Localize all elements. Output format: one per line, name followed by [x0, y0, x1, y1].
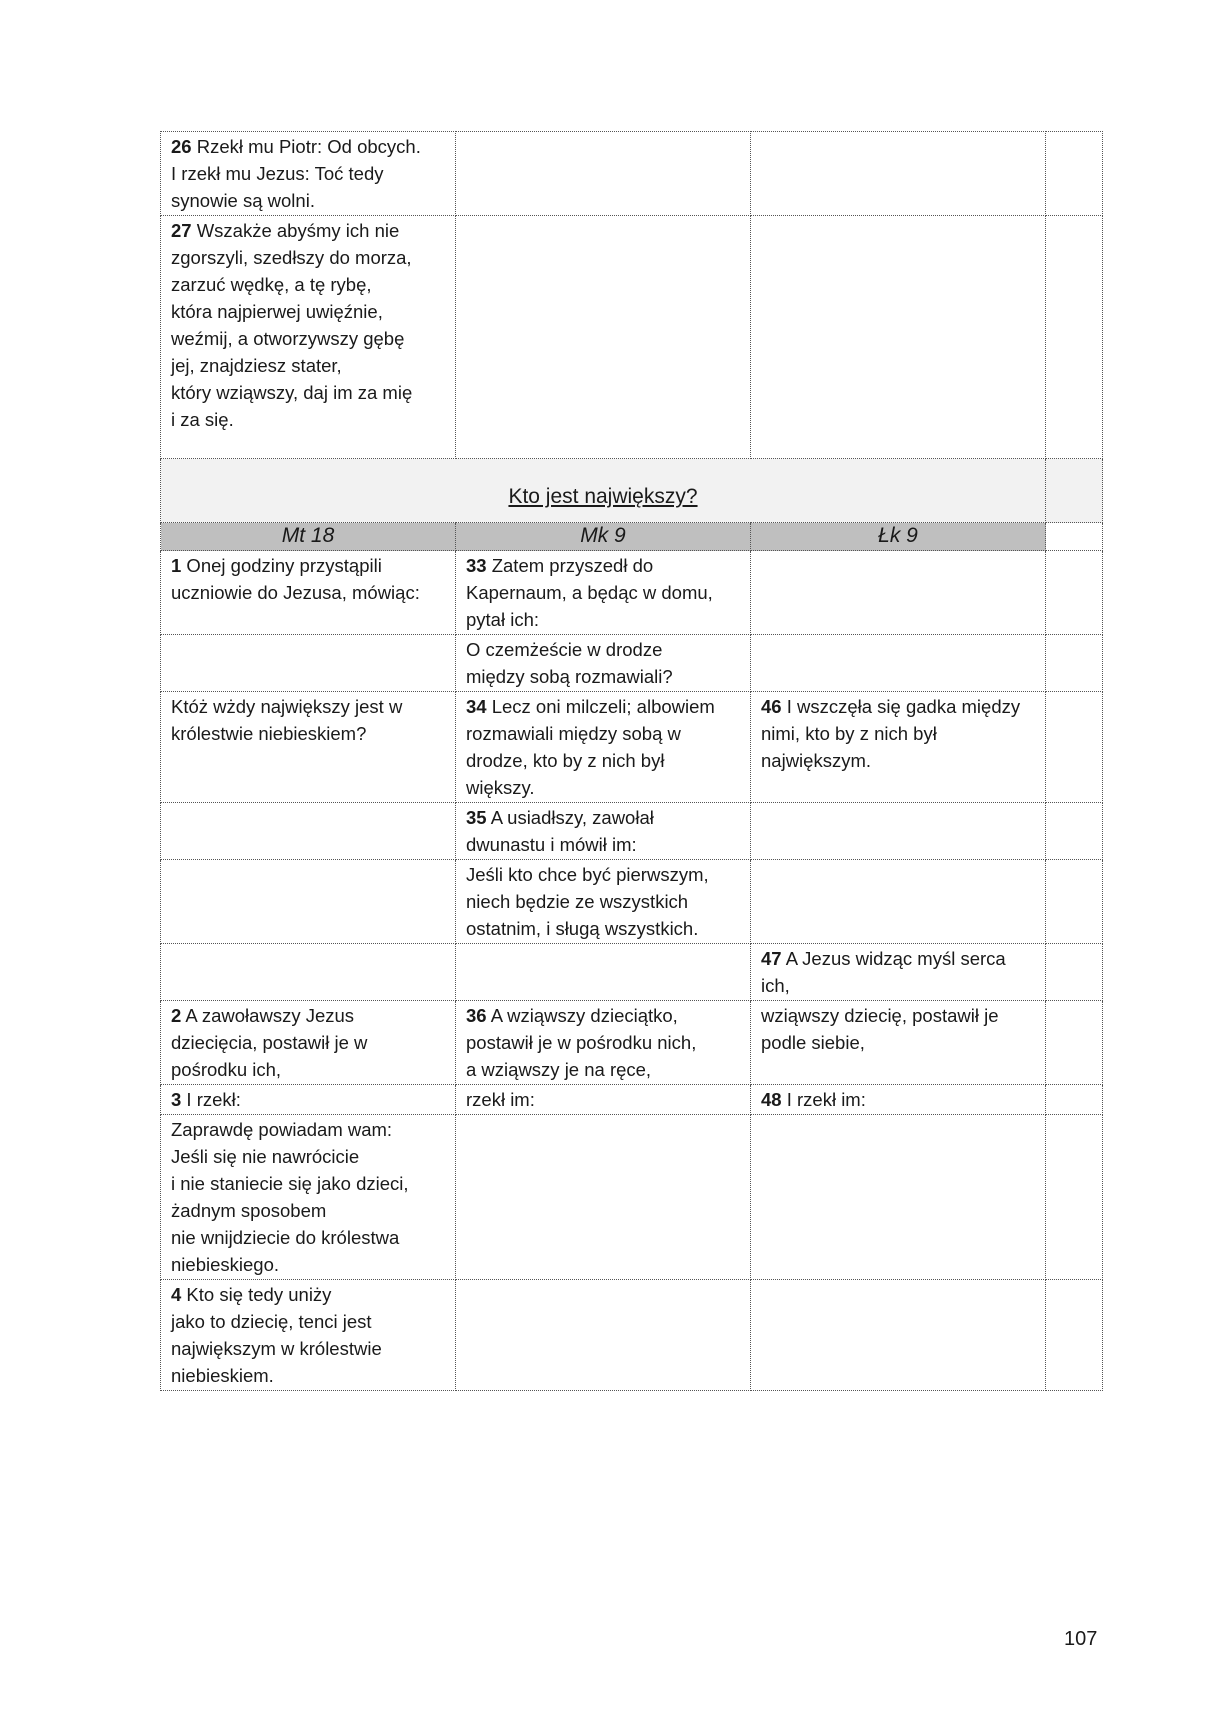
lk-cell — [751, 1115, 1046, 1280]
extra-cell — [1046, 1115, 1103, 1280]
verse-text: Onej godziny przystąpili uczniowie do Jezusa, mówiąc: — [171, 555, 420, 603]
synopsis-table — [160, 131, 1103, 1391]
verse-text: rzekł im: — [466, 1089, 535, 1110]
lk-cell — [751, 635, 1046, 692]
verse-text: Któż wżdy największy jest w królestwie niebieskiem? — [171, 696, 403, 744]
mt-cell — [161, 635, 456, 692]
lk-cell — [751, 803, 1046, 860]
verse-number: 2 — [171, 1005, 182, 1026]
verse-number: 34 — [466, 696, 487, 717]
extra-cell — [1046, 1001, 1103, 1085]
table-row — [161, 692, 1103, 803]
mk-cell — [456, 803, 751, 860]
verse-number: 26 — [171, 136, 192, 157]
page-number: 107 — [1064, 1628, 1098, 1650]
verse-text: Zaprawdę powiadam wam: Jeśli się nie nawrócicie i nie staniecie się jako dzieci, żadnym sposobem nie wnijdziecie do królestwa niebieskiego. — [171, 1119, 409, 1275]
extra-cell — [1046, 459, 1103, 523]
header-mk: Mk 9 — [456, 523, 751, 551]
mt-cell — [161, 860, 456, 944]
verse-number: 48 — [761, 1089, 782, 1110]
lk-cell — [751, 692, 1046, 803]
mt-cell — [161, 1085, 456, 1115]
mk-cell — [456, 216, 751, 459]
lk-cell — [751, 1001, 1046, 1085]
verse-text: wziąwszy dziecię, postawił je podle siebie, — [761, 1005, 999, 1053]
mt-cell — [161, 803, 456, 860]
verse-text: Lecz oni milczeli; albowiem rozmawiali między sobą w drodze, kto by z nich był większy. — [466, 696, 715, 798]
mt-cell — [161, 1115, 456, 1280]
lk-cell — [751, 860, 1046, 944]
table-row — [161, 1001, 1103, 1085]
mk-cell — [456, 860, 751, 944]
table-row — [161, 1115, 1103, 1280]
verse-text: A usiadłszy, zawołał dwunastu i mówił im: — [466, 807, 654, 855]
section-title-cell — [161, 459, 1046, 523]
verse-number: 4 — [171, 1284, 182, 1305]
mt-cell — [161, 944, 456, 1001]
verse-text: Kto się tedy uniży jako to dziecię, tenci jest największym w królestwie niebieskiem. — [171, 1284, 382, 1386]
table-row — [161, 803, 1103, 860]
mt-cell — [161, 216, 456, 459]
mt-cell — [161, 1001, 456, 1085]
mt-cell — [161, 1280, 456, 1391]
mt-cell — [161, 692, 456, 803]
mk-cell — [456, 635, 751, 692]
extra-cell — [1046, 944, 1103, 1001]
lk-cell — [751, 132, 1046, 216]
extra-cell — [1046, 803, 1103, 860]
verse-text: A zawoławszy Jezus dziecięcia, postawił je w pośrodku ich, — [171, 1005, 368, 1080]
verse-number: 35 — [466, 807, 487, 828]
mk-cell — [456, 1115, 751, 1280]
extra-cell — [1046, 216, 1103, 459]
mk-cell — [456, 1001, 751, 1085]
verse-text: Zatem przyszedł do Kapernaum, a będąc w domu, pytał ich: — [466, 555, 713, 630]
verse-text: A wziąwszy dzieciątko, postawił je w pośrodku nich, a wziąwszy je na ręce, — [466, 1005, 697, 1080]
lk-cell — [751, 1280, 1046, 1391]
verse-text: Jeśli kto chce być pierwszym, niech będzie ze wszystkich ostatnim, i sługą wszystkich. — [466, 864, 709, 939]
header-lk: Łk 9 — [751, 523, 1046, 551]
verse-text: A Jezus widząc myśl serca ich, — [761, 948, 1006, 996]
verse-number: 1 — [171, 555, 182, 576]
verse-number: 27 — [171, 220, 192, 241]
extra-cell — [1046, 1280, 1103, 1391]
verse-text: Rzekł mu Piotr: Od obcych. I rzekł mu Jezus: Toć tedy synowie są wolni. — [171, 136, 421, 211]
extra-cell — [1046, 860, 1103, 944]
table-row — [161, 132, 1103, 216]
section-title: Kto jest największy? — [508, 485, 698, 508]
extra-cell — [1046, 1085, 1103, 1115]
verse-text: Wszakże abyśmy ich nie zgorszyli, szedłszy do morza, zarzuć wędkę, a tę rybę, która najpierwej uwięźnie, weźmij, a otworzywszy gębę jej, znajdziesz stater, który wziąwszy, daj im za mię i za się. — [171, 220, 413, 430]
mk-cell — [456, 132, 751, 216]
mk-cell — [456, 551, 751, 635]
lk-cell — [751, 944, 1046, 1001]
table-row — [161, 860, 1103, 944]
verse-text: I wszczęła się gadka między nimi, kto by z nich był największym. — [761, 696, 1021, 771]
table-row — [161, 1280, 1103, 1391]
mk-cell — [456, 1085, 751, 1115]
table-row — [161, 635, 1103, 692]
verse-number: 47 — [761, 948, 782, 969]
mk-cell — [456, 1280, 751, 1391]
verse-number: 46 — [761, 696, 782, 717]
mk-cell — [456, 692, 751, 803]
verse-text: I rzekł: — [181, 1089, 241, 1110]
lk-cell — [751, 551, 1046, 635]
verse-number: 33 — [466, 555, 487, 576]
table-row — [161, 551, 1103, 635]
lk-cell — [751, 216, 1046, 459]
table-row — [161, 1085, 1103, 1115]
extra-cell — [1046, 635, 1103, 692]
verse-number: 3 — [171, 1089, 182, 1110]
table-row — [161, 216, 1103, 459]
header-mt: Mt 18 — [161, 523, 456, 551]
extra-cell — [1046, 523, 1103, 551]
extra-cell — [1046, 132, 1103, 216]
table-row — [161, 944, 1103, 1001]
header-row — [161, 523, 1103, 551]
verse-text: O czemżeście w drodze między sobą rozmawiali? — [466, 639, 673, 687]
section-title-row — [161, 459, 1103, 523]
mt-cell — [161, 551, 456, 635]
verse-text: I rzekł im: — [781, 1089, 866, 1110]
verse-number: 36 — [466, 1005, 487, 1026]
mk-cell — [456, 944, 751, 1001]
extra-cell — [1046, 692, 1103, 803]
extra-cell — [1046, 551, 1103, 635]
mt-cell — [161, 132, 456, 216]
lk-cell — [751, 1085, 1046, 1115]
